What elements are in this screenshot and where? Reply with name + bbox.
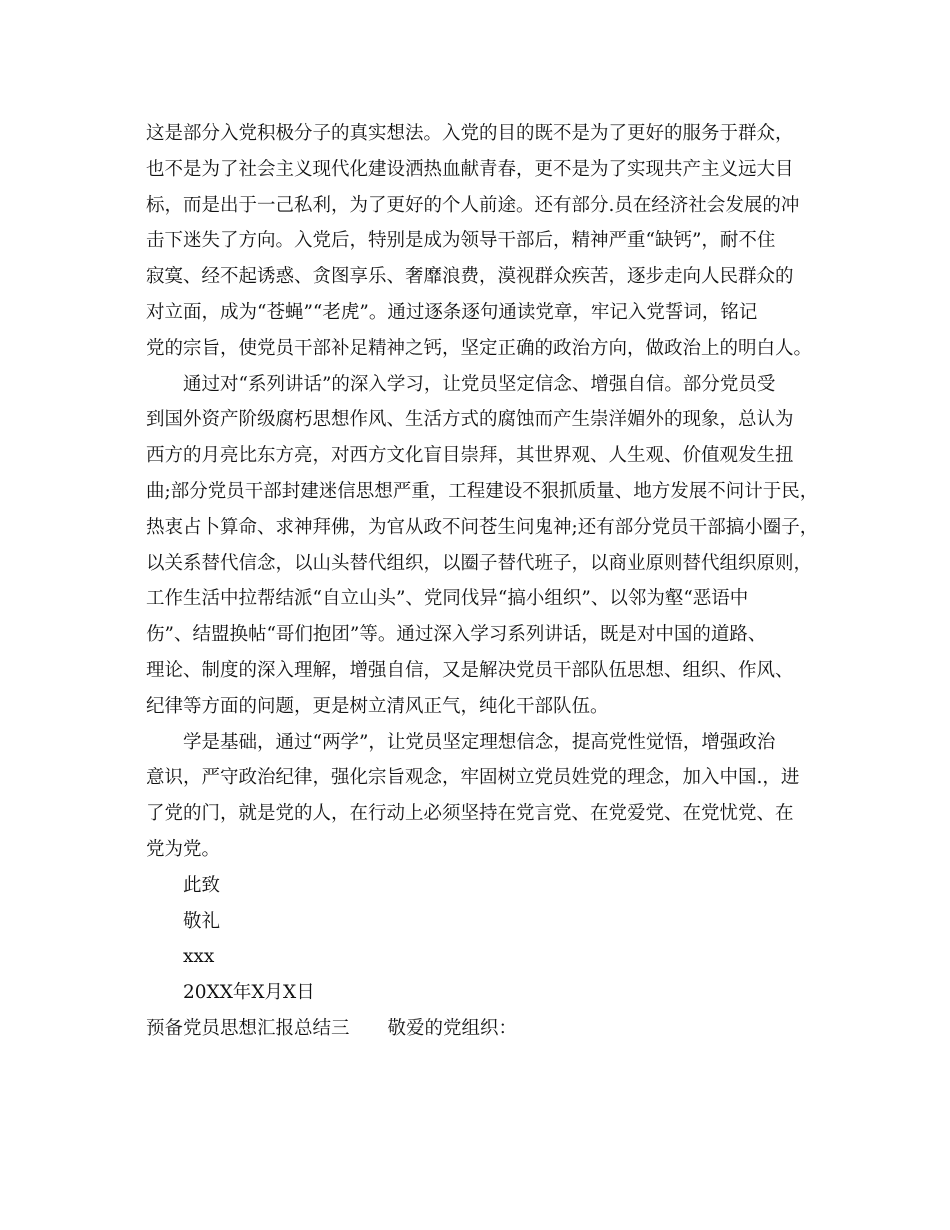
text-line: 理论、制度的深入理解，增强自信，又是解决党员干部队伍思想、组织、作风、 [146,659,794,681]
text-line: 工作生活中拉帮结派“自立山头”、党同伐异“搞小组织”、以邻为壑“恶语中 [146,588,749,610]
text-line: 学是基础，通过“两学”，让党员坚定理想信念，提高党性觉悟，增强政治 [183,731,776,753]
text-line: 党的宗旨，使党员干部补足精神之钙，坚定正确的政治方向，做政治上的明白人。 [146,337,813,359]
text-line: 击下迷失了方向。入党后，特别是成为领导干部后，精神严重“缺钙”，耐不住 [146,230,776,252]
text-line: 这是部分入党积极分子的真实想法。入党的目的既不是为了更好的服务于群众， [146,123,794,144]
text-line: 也不是为了社会主义现代化建设洒热血献青春，更不是为了实现共产主义远大目 [146,158,794,180]
text-line: 到国外资产阶级腐朽思想作风、生活方式的腐蚀而产生崇洋媚外的现象，总认为 [146,409,794,431]
text-line: 伤”、结盟换帖“哥们抱团”等。通过深入学习系列讲话，既是对中国的道路、 [146,624,767,646]
text-line: 以关系替代信念，以山头替代组织，以圈子替代班子，以商业原则替代组织原则， [146,552,813,574]
regards: 敬礼 [183,910,221,932]
document-body [146,116,826,1047]
salutation: 此致 [183,874,221,896]
text-line: 意识，严守政治纪律，强化宗旨观念，牢固树立党员姓党的理念，加入中国.，进 [146,767,800,789]
section-title: 预备党员思想汇报总结三 [146,1017,350,1039]
text-line: 了党的门，就是党的人，在行动上必须坚持在党言党、在党爱党、在党忧党、在 [146,803,794,825]
text-line: 热衷占卜算命、求神拜佛，为官从政不问苍生问鬼神;还有部分党员干部搞小圈子， [146,516,819,538]
text-line: 西方的月亮比东方亮，对西方文化盲目崇拜，其世界观、人生观、价值观发生扭 [146,445,794,467]
text-line: 对立面，成为“苍蝇”“老虎”。通过逐条逐句通读党章，牢记入党誓词，铭记 [146,301,758,323]
text-line: 曲;部分党员干部封建迷信思想严重，工程建设不狠抓质量、地方发展不问计于民， [146,480,819,502]
paragraph-3 [146,725,826,868]
next-section-line [146,1011,826,1047]
text-line: 标，而是出于一己私利，为了更好的个人前途。还有部分.员在经济社会发展的冲 [146,194,800,216]
text-line: 党为党。 [146,838,221,860]
paragraph-1 [146,116,826,367]
section-greeting: 敬爱的党组织： [387,1017,518,1039]
signature: xxx [183,946,215,968]
text-line: 通过对“系列讲话”的深入学习，让党员坚定信念、增强自信。部分党员受 [183,373,776,395]
paragraph-2 [146,367,826,725]
date: 20XX年X月X日 [183,982,315,1004]
text-line: 寂寞、经不起诱惑、贪图享乐、奢靡浪费，漠视群众疾苦，逐步走向人民群众的 [146,266,794,288]
text-line: 纪律等方面的问题，更是树立清风正气，纯化干部队伍。 [146,695,609,717]
closing-block [146,868,826,1011]
